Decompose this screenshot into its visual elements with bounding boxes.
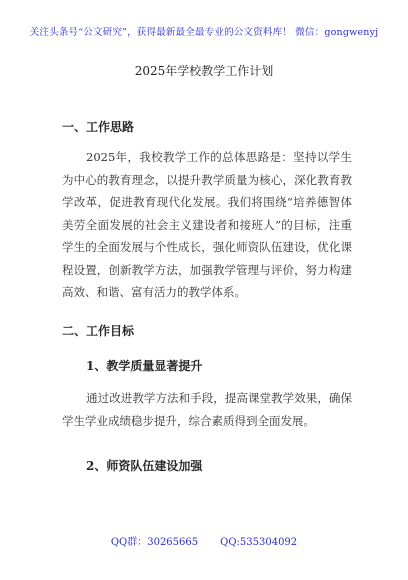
subsection-heading-teaching-quality: 1、教学质量显著提升 (86, 359, 203, 373)
footer-qq: QQ:535304092 (220, 537, 298, 548)
section-heading-work-approach: 一、工作思路 (62, 120, 135, 134)
section-heading-work-goals: 二、工作目标 (62, 324, 135, 338)
subsection-heading-faculty: 2、师资队伍建设加强 (86, 459, 203, 473)
footer-qq-group: QQ群：30265665 (110, 537, 199, 548)
footer-contact (0, 533, 408, 548)
header-banner: 关注头条号“公文研究”，获得最新最全最专业的公文资料库！ 微信：gongwenyj (29, 27, 379, 38)
paragraph-text: 2025年，我校教学工作的总体思路是：坚持以学生为中心的教育理念，以提升教学质量为核心，深化教育教学改革，促进教育现代化发展。我们将围绕“培养德智体美劳全面发展的社会主义建设者和接班人”的目标，注重学生的全面发展与个性成长，强化师资队伍建设，优化课程设置，创新教学方法，加强教学管理与评价，努力构建高效、和谐、富有活力的教学体系。 (62, 150, 352, 299)
page-title: 2025年学校教学工作计划 (134, 64, 274, 78)
paragraph-text: 通过改进教学方法和手段，提高课堂教学效果，确保学生学业成绩稳步提升，综合素质得到全面发展。 (62, 391, 352, 428)
subsection-paragraph-teaching-quality (62, 387, 352, 432)
section-paragraph-work-approach (62, 146, 352, 304)
